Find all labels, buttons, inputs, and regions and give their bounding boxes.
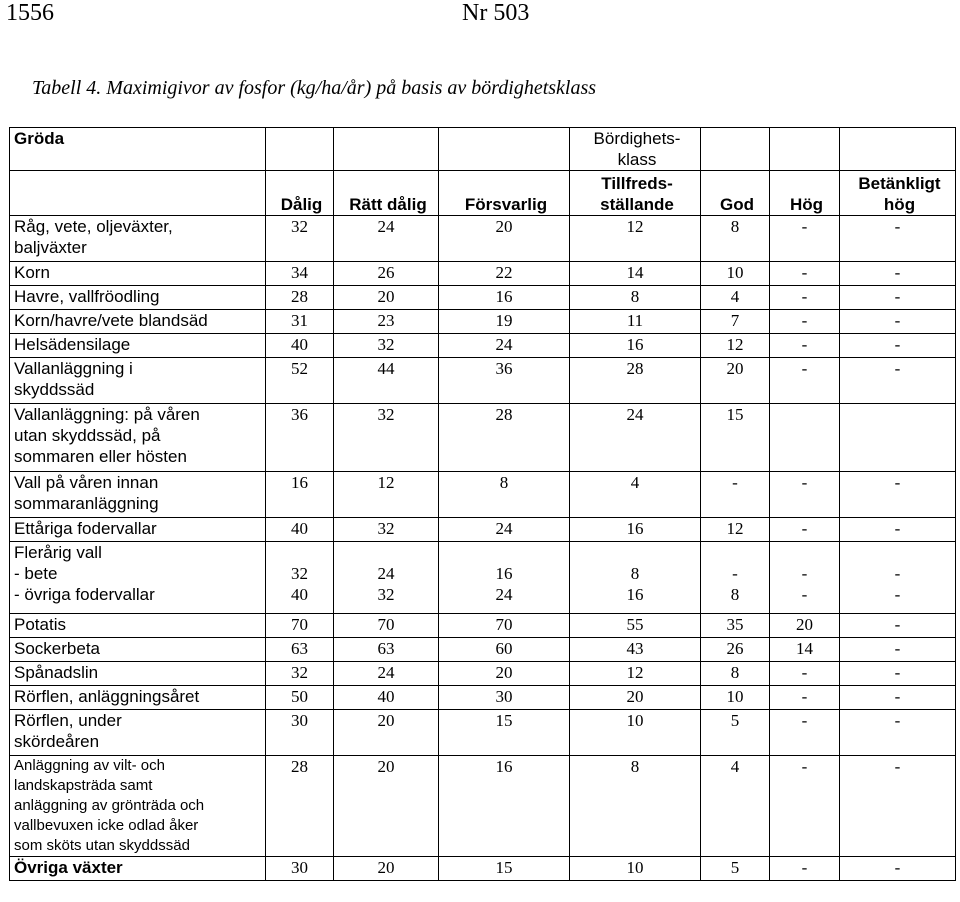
- table-cell: 20: [570, 686, 701, 710]
- table-cell: 40: [266, 334, 334, 358]
- crop-name: Vallanläggning: på våren utan skyddssäd, på sommaren eller hösten: [10, 404, 266, 472]
- column-header: Dålig: [266, 171, 334, 216]
- table-cell: 24: [439, 518, 570, 542]
- table-cell: 28: [266, 756, 334, 857]
- crop-name: Spånadslin: [10, 662, 266, 686]
- column-header: God: [701, 171, 770, 216]
- table-cell: -: [840, 662, 956, 686]
- table-caption: Tabell 4. Maximigivor av fosfor (kg/ha/år) på basis av bördighetsklass: [32, 77, 597, 99]
- table-cell: 35: [701, 614, 770, 638]
- table-cell: -: [840, 286, 956, 310]
- table-cell: -: [701, 472, 770, 518]
- table-cell: 4: [701, 756, 770, 857]
- page-number: 1556: [6, 0, 54, 26]
- table-cell: 16: [570, 334, 701, 358]
- table-row: [10, 686, 956, 710]
- table-cell: -: [840, 518, 956, 542]
- table-cell: 55: [570, 614, 701, 638]
- table-cell: -: [840, 472, 956, 518]
- table-cell: 11: [570, 310, 701, 334]
- table-cell: 22: [439, 262, 570, 286]
- crop-name: Vallanläggning i skyddssäd: [10, 358, 266, 404]
- crop-name: Sockerbeta: [10, 638, 266, 662]
- table-cell: 36: [439, 358, 570, 404]
- table-row: [10, 404, 956, 472]
- table-row: [10, 286, 956, 310]
- table-row: [10, 857, 956, 881]
- table-cell: 24: [334, 216, 439, 262]
- table-cell: -: [770, 216, 840, 262]
- table-cell: 20: [770, 614, 840, 638]
- table-cell: 8: [570, 756, 701, 857]
- column-header: Försvarlig: [439, 171, 570, 216]
- table-cell: -: [770, 686, 840, 710]
- table-cell: 32: [334, 404, 439, 472]
- table-cell: 20: [334, 286, 439, 310]
- table-cell: 24 32: [334, 542, 439, 614]
- table-cell: 28: [266, 286, 334, 310]
- fertility-table: [9, 127, 956, 881]
- table-cell: -: [770, 472, 840, 518]
- table-row: [10, 518, 956, 542]
- table-cell: 34: [266, 262, 334, 286]
- table-row: [10, 614, 956, 638]
- table-cell: -: [840, 358, 956, 404]
- table-cell: 70: [439, 614, 570, 638]
- table-cell: 50: [266, 686, 334, 710]
- table-cell: 10: [570, 857, 701, 881]
- table-cell: 60: [439, 638, 570, 662]
- document-number: Nr 503: [462, 0, 530, 26]
- table-row: [10, 216, 956, 262]
- table-cell: 20: [334, 756, 439, 857]
- table-cell: -: [840, 710, 956, 756]
- table-cell: 32: [266, 662, 334, 686]
- crop-name: Övriga växter: [10, 857, 266, 881]
- table-cell: -: [770, 710, 840, 756]
- table-cell: 7: [701, 310, 770, 334]
- table-cell: 14: [770, 638, 840, 662]
- table-cell: 44: [334, 358, 439, 404]
- table-cell: 20: [701, 358, 770, 404]
- table-cell: -: [840, 638, 956, 662]
- table-cell: 26: [701, 638, 770, 662]
- table-cell: 4: [701, 286, 770, 310]
- crop-name: Rörflen, anläggningsåret: [10, 686, 266, 710]
- table-cell: 36: [266, 404, 334, 472]
- table-cell: - -: [840, 542, 956, 614]
- table-cell: -: [840, 310, 956, 334]
- fertility-class-header: Bördighets- klass: [570, 128, 701, 171]
- table-cell: -: [840, 216, 956, 262]
- table-cell: -: [770, 310, 840, 334]
- table-cell: 8: [701, 216, 770, 262]
- table-cell: 12: [334, 472, 439, 518]
- table-cell: 12: [701, 334, 770, 358]
- table-cell: -: [840, 857, 956, 881]
- table-cell: 32: [334, 334, 439, 358]
- table-cell: 14: [570, 262, 701, 286]
- table-row: [10, 756, 956, 857]
- table-cell: 32: [334, 518, 439, 542]
- table-cell: 16 24: [439, 542, 570, 614]
- table-cell: 8: [439, 472, 570, 518]
- table-cell: 16: [439, 756, 570, 857]
- crop-name: Korn/havre/vete blandsäd: [10, 310, 266, 334]
- table-cell: 5: [701, 710, 770, 756]
- table-cell: -: [770, 857, 840, 881]
- table-cell: 16: [266, 472, 334, 518]
- crop-name: Flerårig vall - bete - övriga fodervallar: [10, 542, 266, 614]
- table-cell: -: [840, 686, 956, 710]
- table-cell: 23: [334, 310, 439, 334]
- table-cell: -: [770, 756, 840, 857]
- table-row: [10, 662, 956, 686]
- table-cell: 12: [570, 662, 701, 686]
- table-cell: 12: [701, 518, 770, 542]
- table-cell: -: [770, 358, 840, 404]
- table-cell: -: [770, 262, 840, 286]
- table-cell: -: [770, 334, 840, 358]
- table-cell: 10: [570, 710, 701, 756]
- table-cell: 24: [439, 334, 570, 358]
- table-cell: 20: [334, 710, 439, 756]
- table-cell: 63: [266, 638, 334, 662]
- table-cell: 20: [439, 216, 570, 262]
- table-cell: -: [840, 334, 956, 358]
- crop-name: Korn: [10, 262, 266, 286]
- table-cell: 70: [266, 614, 334, 638]
- table-cell: 32: [266, 216, 334, 262]
- table-cell: 63: [334, 638, 439, 662]
- table-cell: 8: [570, 286, 701, 310]
- table-cell: 8: [701, 662, 770, 686]
- crop-name: Ettåriga fodervallar: [10, 518, 266, 542]
- table-cell: 31: [266, 310, 334, 334]
- table-cell: [840, 404, 956, 472]
- table-cell: 70: [334, 614, 439, 638]
- table-cell: [770, 404, 840, 472]
- crop-name: Råg, vete, oljeväxter, baljväxter: [10, 216, 266, 262]
- table-cell: 15: [439, 857, 570, 881]
- table-cell: 20: [439, 662, 570, 686]
- crop-name: Helsädensilage: [10, 334, 266, 358]
- table-cell: 19: [439, 310, 570, 334]
- table-cell: 15: [701, 404, 770, 472]
- crop-name: Rörflen, under skördeåren: [10, 710, 266, 756]
- table-cell: - 8: [701, 542, 770, 614]
- table-row: [10, 542, 956, 614]
- crop-name: Havre, vallfröodling: [10, 286, 266, 310]
- table-cell: -: [840, 614, 956, 638]
- table-row: [10, 710, 956, 756]
- table-cell: 10: [701, 262, 770, 286]
- table-cell: 24: [334, 662, 439, 686]
- table-cell: 24: [570, 404, 701, 472]
- table-row: [10, 310, 956, 334]
- table-row: [10, 262, 956, 286]
- table-cell: 40: [266, 518, 334, 542]
- column-header: Rätt dålig: [334, 171, 439, 216]
- table-body: [10, 216, 956, 881]
- crop-name: Vall på våren innan sommaranläggning: [10, 472, 266, 518]
- table-cell: 16: [439, 286, 570, 310]
- table-row: [10, 334, 956, 358]
- table-cell: 5: [701, 857, 770, 881]
- table-cell: 28: [439, 404, 570, 472]
- table-row: [10, 472, 956, 518]
- table-cell: -: [840, 262, 956, 286]
- table-cell: 16: [570, 518, 701, 542]
- table-cell: -: [840, 756, 956, 857]
- table-cell: 10: [701, 686, 770, 710]
- table-cell: -: [770, 518, 840, 542]
- crop-name: Potatis: [10, 614, 266, 638]
- column-header: Tillfreds- ställande: [570, 171, 701, 216]
- table-row: [10, 638, 956, 662]
- table-cell: 12: [570, 216, 701, 262]
- table-cell: 30: [439, 686, 570, 710]
- table-cell: 43: [570, 638, 701, 662]
- table-cell: 30: [266, 710, 334, 756]
- table-cell: 15: [439, 710, 570, 756]
- table-cell: 40: [334, 686, 439, 710]
- table-cell: 32 40: [266, 542, 334, 614]
- column-header: Betänkligt hög: [840, 171, 956, 216]
- table-cell: 20: [334, 857, 439, 881]
- table-cell: 4: [570, 472, 701, 518]
- table-row: [10, 358, 956, 404]
- table-cell: -: [770, 662, 840, 686]
- table-cell: 52: [266, 358, 334, 404]
- table-cell: 26: [334, 262, 439, 286]
- table-cell: 30: [266, 857, 334, 881]
- table-cell: 8 16: [570, 542, 701, 614]
- table-cell: 28: [570, 358, 701, 404]
- column-header: Hög: [770, 171, 840, 216]
- table-cell: -: [770, 286, 840, 310]
- crop-column-header: Gröda: [10, 128, 266, 171]
- column-header-row: [10, 171, 956, 216]
- table-cell: - -: [770, 542, 840, 614]
- crop-name: Anläggning av vilt- och landskapsträda samt anläggning av grönträda och vallbevuxen icke odlad åker som sköts utan skyddssäd: [10, 756, 266, 857]
